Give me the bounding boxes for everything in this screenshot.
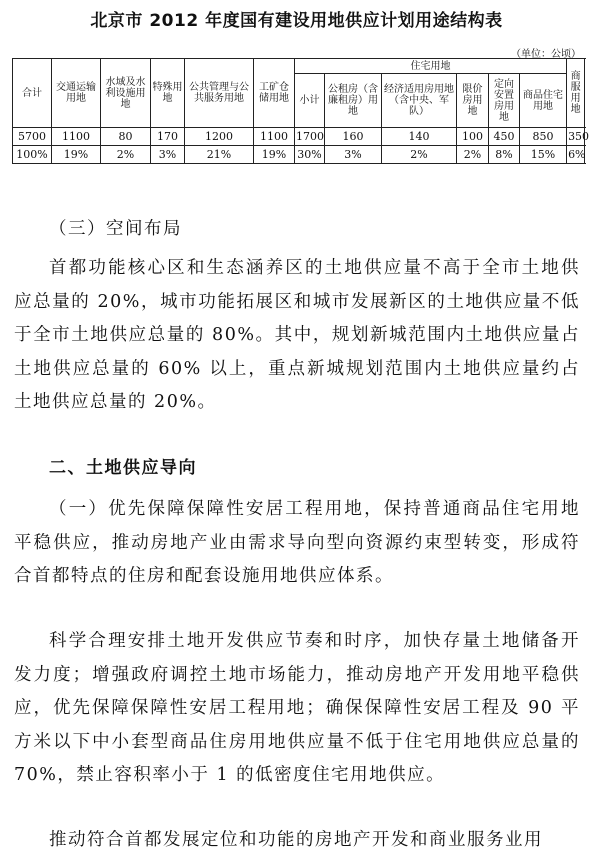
table-cell: 3% [325,146,382,164]
table-cell: 2% [457,146,489,164]
table-cell: 80 [101,128,151,146]
header-residential: 住宅用地 [295,59,567,74]
header-water: 水域及水利设施用地 [101,59,151,128]
land-supply-table [12,58,590,164]
table-cell: 350 [567,128,585,146]
section-heading-spatial-layout: （三）空间布局 [49,219,182,239]
header-commercial-service: 商服用地 [567,59,585,128]
table-cell: 850 [520,128,567,146]
header-industrial: 工矿仓储用地 [254,59,295,128]
table-cell: 1100 [254,128,295,146]
table-cell: 30% [295,146,325,164]
table-cell: 2% [382,146,457,164]
unit-label: （单位：公顷） [511,49,581,60]
header-resettlement: 定向安置房用地 [489,74,520,128]
header-total: 合计 [13,59,52,128]
header-subtotal: 小计 [295,74,325,128]
table-cell: 6% [567,146,585,164]
table-row-percent [13,146,585,164]
table-cell: 1700 [295,128,325,146]
table-cell: 170 [151,128,185,146]
table-cell: 450 [489,128,520,146]
table-cell: 19% [52,146,101,164]
table-cell: 160 [325,128,382,146]
paragraph-guidance-3: 推动符合首都发展定位和功能的房地产开发和商业服务业用 [49,830,543,850]
header-transport: 交通运输用地 [52,59,101,128]
table-cell: 100 [457,128,489,146]
table-cell: 21% [185,146,254,164]
table-cell: 3% [151,146,185,164]
table-cell: 1100 [52,128,101,146]
header-commercial-housing: 商品住宅用地 [520,74,567,128]
table-cell: 1200 [185,128,254,146]
table-cell: 2% [101,146,151,164]
paragraph-spatial-layout: 首都功能核心区和生态涵养区的土地供应量不高于全市土地供应总量的 20%，城市功能拓展区和城市发展新区的土地供应量不低于全市土地供应总量的 80%。其中，规划新城范围内土地供应量占土地供应总量的 60% 以上，重点新城规划范围内土地供应量约占土地供应总量的 20%。 [14,258,580,412]
header-affordable: 经济适用房用地（含中央、军队） [382,74,457,128]
table-header-row [13,59,585,74]
header-public-rental: 公租房（含廉租房）用地 [325,74,382,128]
table-cell: 100% [13,146,52,164]
table-cell: 140 [382,128,457,146]
paragraph-guidance-2: 科学合理安排土地开发供应节奏和时序，加快存量土地储备开发力度；增强政府调控土地市场能力，推动房地产开发用地平稳供应，优先保障保障性安居工程用地；确保保障性安居工程及 90 平方米以下中小套型商品住房用地供应量不低于住宅用地供应总量的 70%，禁止容积率小于 1 的低密度住宅用地供应。 [14,631,580,785]
table-cell: 15% [520,146,567,164]
paragraph-guidance-1: （一）优先保障保障性安居工程用地，保持普通商品住宅用地平稳供应，推动房地产业由需求导向型向资源约束型转变，形成符合首都特点的住房和配套设施用地供应体系。 [14,499,580,586]
section-heading-guidance: 二、土地供应导向 [49,458,197,478]
header-price-limited: 限价房用地 [457,74,489,128]
table-cell: 19% [254,146,295,164]
table-cell: 5700 [13,128,52,146]
header-special: 特殊用地 [151,59,185,128]
table-title: 北京市 2012 年度国有建设用地供应计划用途结构表 [90,11,503,31]
table-row-area [13,128,585,146]
table-cell: 8% [489,146,520,164]
header-public: 公共管理与公共服务用地 [185,59,254,128]
